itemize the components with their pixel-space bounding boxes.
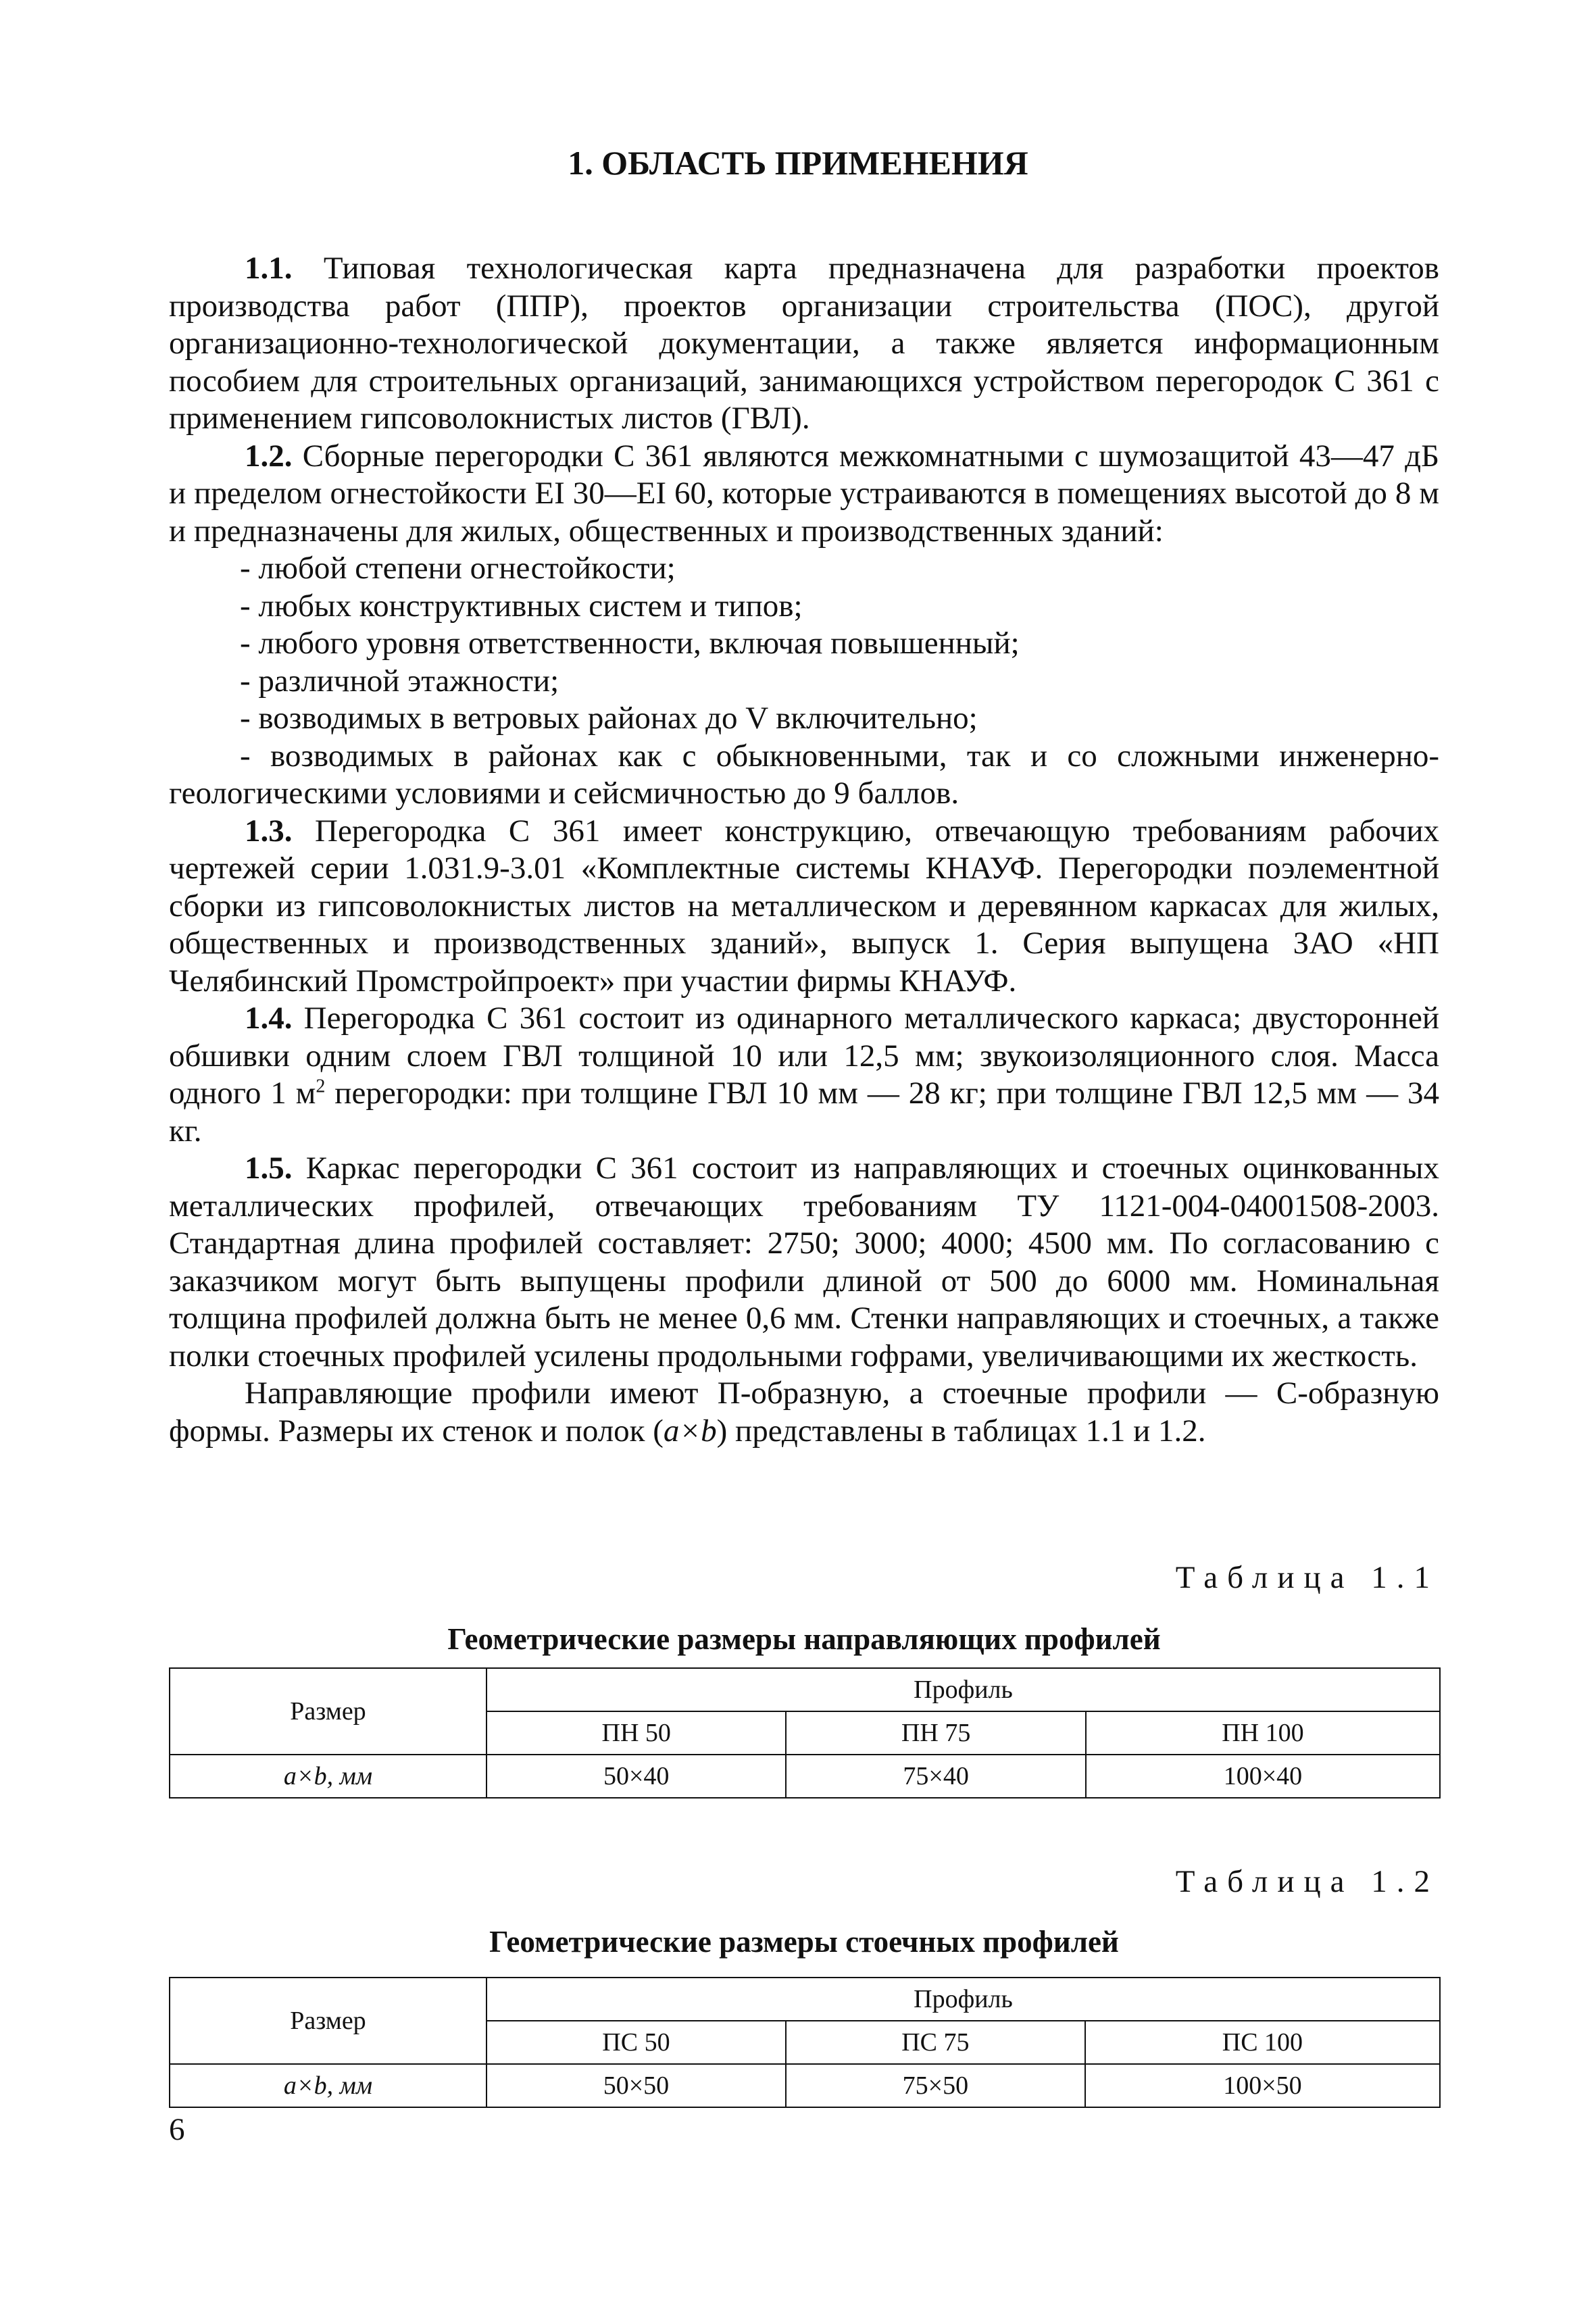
clause-text: Направляющие профили имеют П-образную, а стоечные профили — С-образную формы. Размеры их стенок и полок ( [169, 1376, 1439, 1449]
stud-profiles-table [169, 1977, 1441, 2108]
list-item: - возводимых в ветровых районах до V включительно; [240, 701, 978, 736]
table-caption: Таблица 1.1 [1175, 1560, 1439, 1595]
table-row-label: a×b, мм [170, 2064, 487, 2107]
list-item: - любого уровня ответственности, включая повышенный; [240, 626, 1020, 661]
clause-text: Каркас перегородки С 361 состоит из направляющих и стоечных оцинкованных металлических профилей, отвечающих требованиям ТУ 1121-004-04001508-2003. Стандартная длина профилей составляет: 2750; 3000; 4000; 4500 мм. По согласованию с заказчиком могут быть выпущены профили длиной от 500 до 6000 мм. Номинальная толщина профилей должна быть не менее 0,6 мм. Стенки направляющих и стоечных, а также полки стоечных профилей усилены продольными гофрами, увеличивающими их жесткость. [169, 1151, 1439, 1374]
paragraph-1-3 [169, 813, 1439, 1001]
table-header-cell: Размер [170, 1668, 487, 1755]
paragraph-profiles [169, 1375, 1439, 1450]
clause-number: 1.2. [245, 438, 293, 474]
clause-text: ) представлены в таблицах 1.1 и 1.2. [716, 1413, 1206, 1449]
table-cell: 75×40 [786, 1755, 1085, 1798]
italic-term: a×b [663, 1413, 717, 1449]
table-cell: 50×50 [487, 2064, 786, 2107]
superscript: 2 [316, 1076, 326, 1097]
clause-number: 1.1. [245, 251, 293, 286]
clause-number: 1.5. [245, 1151, 293, 1186]
paragraph-1-1 [169, 250, 1439, 438]
guide-profiles-table [169, 1667, 1441, 1799]
clause-text: Перегородка С 361 имеет конструкцию, отвечающую требованиям рабочих чертежей серии 1.031.9-3.01 «Комплектные системы КНАУФ. Перегородки поэлементной сборки из гипсоволокнистых листов на металлическом и деревянном каркасах для жилых, общественных и производственных зданий», выпуск 1. Серия выпущена ЗАО «НП Челябинский Промстройпроект» при участии фирмы КНАУФ. [169, 813, 1439, 999]
body-text [169, 250, 1439, 1450]
table-header-cell: Профиль [487, 1978, 1440, 2021]
table-header-cell: ПН 50 [487, 1711, 786, 1755]
table-header-cell: ПС 100 [1085, 2021, 1440, 2064]
table-caption: Таблица 1.2 [1175, 1864, 1439, 1899]
table-header-cell: ПН 75 [786, 1711, 1085, 1755]
clause-number: 1.4. [245, 1001, 293, 1036]
page-number: 6 [169, 2112, 185, 2147]
clause-text: Сборные перегородки С 361 являются межкомнатными с шумозащитой 43—47 дБ и пределом огнестойкости ЕI 30—ЕI 60, которые устраиваются в помещениях высотой до 8 м и предназначены для жилых, общественных и производственных зданий: [169, 438, 1439, 549]
table-row-label: a×b, мм [170, 1755, 487, 1798]
table-header-cell: Профиль [487, 1668, 1440, 1711]
paragraph-1-5 [169, 1150, 1439, 1375]
table-title: Геометрические размеры направляющих профилей [447, 1622, 1161, 1656]
table-header-cell: ПС 50 [487, 2021, 786, 2064]
table-cell: 50×40 [487, 1755, 786, 1798]
list-item: - любых конструктивных систем и типов; [240, 588, 803, 624]
table-header-cell: ПН 100 [1086, 1711, 1440, 1755]
list-item: - различной этажности; [240, 663, 559, 699]
clause-text: Типовая технологическая карта предназначена для разработки проектов производства работ (ППР), проектов организации строительства (ПОС), другой организационно-технологической документации, а также является информационным пособием для строительных организаций, занимающихся устройством перегородок С 361 с применением гипсоволокнистых листов (ГВЛ). [169, 251, 1439, 436]
list-item: - возводимых в районах как с обыкновенными, так и со сложными инженерно-геологическими условиями и сейсмичностью до 9 баллов. [169, 738, 1439, 811]
clause-text: перегородки: при толщине ГВЛ 10 мм — 28 кг; при толщине ГВЛ 12,5 мм — 34 кг. [169, 1076, 1439, 1149]
paragraph-1-4 [169, 1000, 1439, 1150]
table-cell: 75×50 [786, 2064, 1085, 2107]
paragraph-1-2 [169, 438, 1439, 551]
table-cell: 100×50 [1085, 2064, 1440, 2107]
clause-number: 1.3. [245, 813, 293, 849]
section-heading: 1. ОБЛАСТЬ ПРИМЕНЕНИЯ [568, 144, 1028, 182]
clause-text: Перегородка С 361 состоит из одинарного металлического каркаса; двусторонней обшивки одним слоем ГВЛ толщиной 10 или 12,5 мм; звукоизоляционного слоя. Масса одного 1 м [169, 1001, 1439, 1111]
list-item: - любой степени огнестойкости; [240, 551, 676, 586]
table-header-cell: ПС 75 [786, 2021, 1085, 2064]
table-title: Геометрические размеры стоечных профилей [489, 1925, 1119, 1959]
table-cell: 100×40 [1086, 1755, 1440, 1798]
table-header-cell: Размер [170, 1978, 487, 2064]
